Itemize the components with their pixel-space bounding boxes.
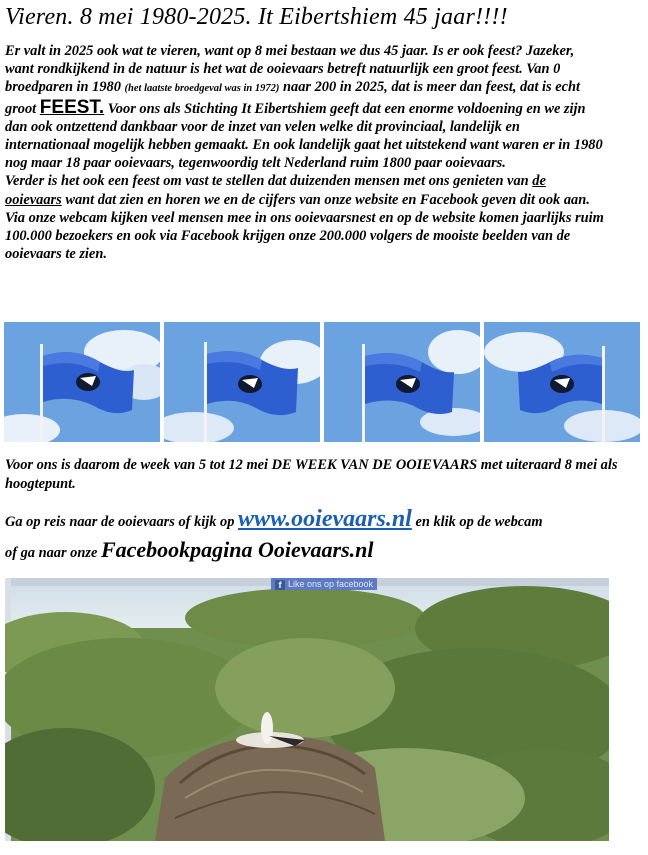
flag-image bbox=[324, 322, 480, 442]
website-link[interactable]: www.ooievaars.nl bbox=[238, 506, 412, 532]
travel-links bbox=[5, 505, 645, 567]
ooievaars-underlined: de ooievaars bbox=[5, 173, 546, 208]
intro-paragraph bbox=[5, 42, 605, 263]
intro-note: (het laatste broedgeval was in 1972) bbox=[124, 83, 280, 95]
facebook-icon: f bbox=[275, 580, 285, 590]
flag-image bbox=[4, 322, 160, 442]
travel-text-3: of ga naar onze bbox=[5, 545, 101, 561]
intro-text-5: want dat zien en horen we en de cijfers van onze website en Facebook geven dit ook aan. Via onze webcam kijken veel mensen mee in ons ooievaarsnest en op de website komen jaarlijks ruim 100.000 bezoekers en ook via Facebook krijgen onze 200.000 volgers de mooiste beelden van de ooievaars te zien. bbox=[5, 191, 604, 263]
facebook-like-button[interactable] bbox=[271, 578, 377, 590]
travel-text-2: en klik op de webcam bbox=[411, 514, 543, 530]
flag-image bbox=[164, 322, 320, 442]
flag-images-row bbox=[4, 322, 644, 442]
intro-text-3: Voor ons als Stichting It Eibertshiem geeft dat een enorme voldoening en we zijn dan ook ontzettend dankbaar voor de inzet van velen welke dit provinciaal, landelijk en internationaal mogelijk hebben gemaakt. En ook landelijk gaat het uitstekend want waren er in 1980 nog maar 18 paar ooievaars, tegenwoordig telt Nederland ruim 1800 paar ooievaars. bbox=[5, 100, 603, 172]
page-title: Vieren. 8 mei 1980-2025. It Eibertshiem 45 jaar!!!! bbox=[5, 4, 508, 30]
flag-image bbox=[484, 322, 640, 442]
facebook-page-link[interactable]: Facebookpagina Ooievaars.nl bbox=[100, 537, 374, 562]
intro-text-4: Verder is het ook een feest om vast te stellen dat duizenden mensen met ons genieten van bbox=[5, 173, 533, 190]
week-announcement: Voor ons is daarom de week van 5 tot 12 mei DE WEEK VAN DE OOIEVAARS met uiteraard 8 mei als hoogtepunt. bbox=[5, 457, 618, 492]
intro-text-2: naar 200 in 2025, dat is meer dan feest, dat is echt groot bbox=[5, 79, 581, 117]
intro-text: Er valt in 2025 ook wat te vieren, want op 8 mei bestaan we dus 45 jaar. Is er ook feest? Jazeker, want rondkijkend in de natuur is het wat de ooievaars betreft natuurlijk een groot feest. Van 0 broedparen in 1980 bbox=[5, 43, 575, 96]
webcam-image[interactable] bbox=[5, 578, 609, 841]
like-label: Like ons op facebook bbox=[288, 579, 374, 589]
feest-highlight: FEEST. bbox=[39, 96, 105, 118]
travel-text: Ga op reis naar de ooievaars of kijk op bbox=[5, 514, 239, 530]
